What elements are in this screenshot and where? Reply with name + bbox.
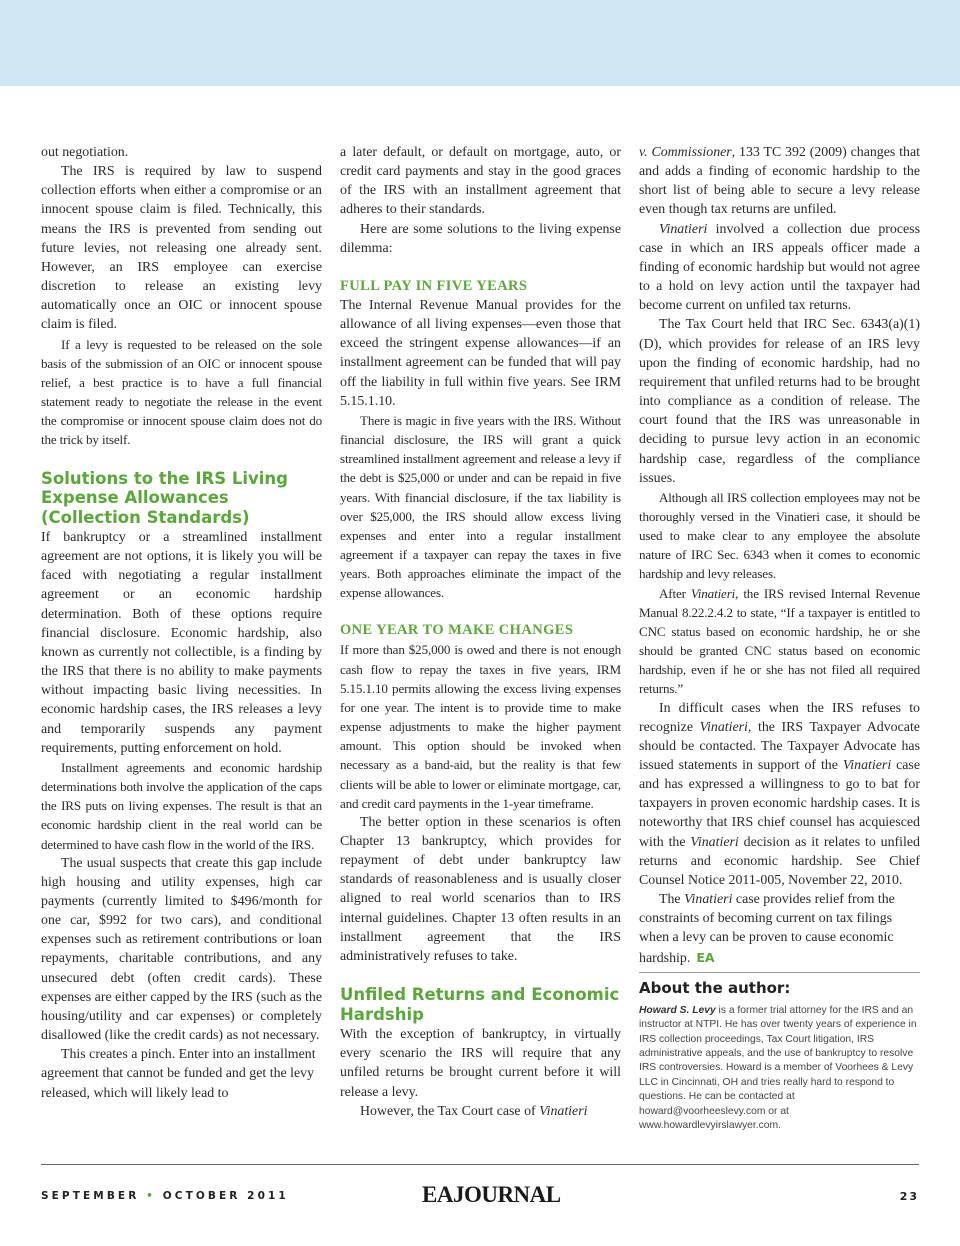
- subheading-one-year: ONE YEAR TO MAKE CHANGES: [340, 622, 574, 639]
- author-name: Howard S. Levy: [639, 1004, 716, 1016]
- column-1: [41, 143, 322, 1103]
- paragraph: Installment agreements and economic hardship determinations both involve the application of the caps the IRS puts on living expenses. The result is that an economic hardship client in the real world can be determined to have cash flow in the world of the IRS.: [41, 759, 322, 852]
- section-heading-solutions: Solutions to the IRS Living Expense Allowances (Collection Standards): [41, 468, 288, 527]
- ea-end-mark: EA: [696, 949, 715, 965]
- subheading-full-pay: FULL PAY IN FIVE YEARS: [340, 277, 528, 294]
- paragraph: Although all IRS collection employees may not be thoroughly versed in the Vinatieri case, it should be used to make clear to any employee the absolute nature of IRC Sec. 6343 when it comes to economic hardship and levy releases.: [639, 489, 920, 582]
- paragraph: The IRS is required by law to suspend collection efforts when either a compromise or an innocent spouse claim is filed. Technically, this means the IRS is prevented from sending out future levies, not releasing one already sent. However, an IRS employee can exercise discretion to release an existing levy automatically once an OIC or innocent spouse claim is filed.: [41, 164, 322, 333]
- paragraph: With the exception of bankruptcy, in virtually every scenario the IRS will require that any unfiled returns be brought current before it will release a levy.: [340, 1027, 621, 1100]
- top-color-band: [0, 0, 960, 86]
- paragraph: If bankruptcy or a streamlined installment agreement are not options, it is likely you will be faced with negotiating a regular installment agreement or an economic hardship determination. Both of these options require financial disclosure. Economic hardship, also known as currently not collectible, is a finding by the IRS that there is no ability to make payments without impacting basic living necessities. In economic hardship cases, the IRS releases a levy and temporarily suspends any payment requirements, putting enforcement on hold.: [41, 530, 322, 756]
- paragraph: If a levy is requested to be released on the sole basis of the submission of an OIC or innocent spouse relief, a best practice is to have a full financial statement ready to negotiate the release in the event the compromise or innocent spouse claim does not do the trick by itself.: [41, 336, 322, 448]
- issue-date: SEPTEMBER • OCTOBER 2011: [41, 1190, 289, 1202]
- paragraph: Here are some solutions to the living expense dilemma:: [340, 221, 621, 256]
- paragraph: If more than $25,000 is owed and there is not enough cash flow to repay the taxes in five years, IRM 5.15.1.10 permits allowing the excess living expenses for one year. The intent is to provide time to make expense adjustments to make the higher payment amount. This option should be invoked when necessary as a band-aid, but the reality is that few clients will be able to lower or eliminate mortgage, car, and credit card payments in the 1-year timeframe.: [340, 642, 621, 811]
- paragraph: The Vinatieri case provides relief from the constraints of becoming current on tax filings when a levy can be proven to cause economic hardship. EA: [639, 892, 895, 966]
- footer-divider: [41, 1164, 919, 1165]
- column-3: [639, 143, 920, 1133]
- paragraph: This creates a pinch. Enter into an installment agreement that cannot be funded and get the levy released, which will likely lead to: [41, 1047, 316, 1101]
- paragraph: The usual suspects that create this gap include high housing and utility expenses, high car payments (currently limited to $496/month for one car, $992 for two cars), and conditional expenses such as retirement contributions or loan repayments, charitable contributions, and any unsecured debt (often credit cards). These expenses are either capped by the IRS (such as the housing/utility and car expenses) or completely disallowed (like the credit cards) as not necessary.: [41, 855, 322, 1044]
- paragraph: out negotiation.: [41, 145, 129, 160]
- paragraph: Vinatieri involved a collection due process case in which an IRS appeals officer made a finding of economic hardship but would not agree to a hold on levy action until the taxpayer had become current on unfiled tax returns.: [639, 221, 920, 314]
- paragraph: v. Commissioner, 133 TC 392 (2009) changes that and adds a finding of economic hardship to the short list of being able to secure a levy release even though tax returns are unfiled.: [639, 145, 920, 218]
- paragraph: a later default, or default on mortgage, auto, or credit card payments and stay in the good graces of the IRS with an installment agreement that adheres to their standards.: [340, 145, 621, 218]
- section-heading-unfiled: Unfiled Returns and Economic Hardship: [340, 985, 620, 1024]
- about-author-body: Howard S. Levy is a former trial attorney for the IRS and an instructor at NTPI. He has over twenty years of experience in IRS collection proceedings, Tax Court litigation, IRS administrative appeals, and the use of bankruptcy to resolve IRS controversies. Howard is a member of Voorhees & Levy LLC in Cincinnati, OH and tries really hard to respond to questions. He can be contacted at howard@voorheeslevy.com or at www.howardlevyirslawyer.com.: [639, 1004, 917, 1131]
- about-author-heading: About the author:: [639, 978, 791, 997]
- column-2: [340, 143, 621, 1121]
- paragraph: After Vinatieri, the IRS revised Internal Revenue Manual 8.22.2.4.2 to state, “If a taxpayer is entitled to CNC status based on economic hardship, he or she should be granted CNC status based on economic hardship, even if he or she has not filed all required returns.”: [639, 585, 920, 697]
- paragraph: The Tax Court held that IRC Sec. 6343(a)(1)(D), which provides for release of an IRS levy upon the finding of economic hardship, had no requirement that unfiled returns had to be brought into compliance as a condition of release. The court found that the IRS was unreasonable in deciding to pursue levy action in an economic hardship case, regardless of the compliance issues.: [639, 317, 920, 486]
- paragraph: The better option in these scenarios is often Chapter 13 bankruptcy, which provides for repayment of debt under bankruptcy law standards of reasonableness and is usually closer aligned to real world scenarios than to IRS internal guidelines. Chapter 13 often results in an installment agreement that the IRS administratively refuses to take.: [340, 814, 621, 964]
- ea-journal-logo: EAJOURNAL: [422, 1182, 561, 1207]
- paragraph: There is magic in five years with the IRS. Without financial disclosure, the IRS will grant a quick streamlined installment agreement and release a levy if the debt is $25,000 or under and can be repaid in five years. With financial disclosure, if the tax liability is over $25,000, the IRS should allow excess living expenses and enter into a regular installment agreement if a taxpayer can repay the taxes in five years. Both approaches eliminate the impact of the expense allowances.: [340, 412, 621, 601]
- paragraph: In difficult cases when the IRS refuses to recognize Vinatieri, the IRS Taxpayer Advocate should be contacted. The Taxpayer Advocate has issued statements in support of the Vinatieri case and has expressed a willingness to go to bat for taxpayers in proven economic hardship cases. It is noteworthy that IRS chief counsel has acquiesced with the Vinatieri decision as it relates to unfiled returns and economic hardship. See Chief Counsel Notice 2011-005, November 22, 2010.: [639, 700, 920, 888]
- paragraph: However, the Tax Court case of Vinatieri: [360, 1103, 588, 1119]
- page-number: 23: [899, 1190, 919, 1203]
- divider: [639, 972, 920, 973]
- paragraph: The Internal Revenue Manual provides for the allowance of all living expenses—even those that exceed the stringent expense allowances—if an installment agreement can be funded that will pay off the liability in full within five years. See IRM 5.15.1.10.: [340, 297, 621, 409]
